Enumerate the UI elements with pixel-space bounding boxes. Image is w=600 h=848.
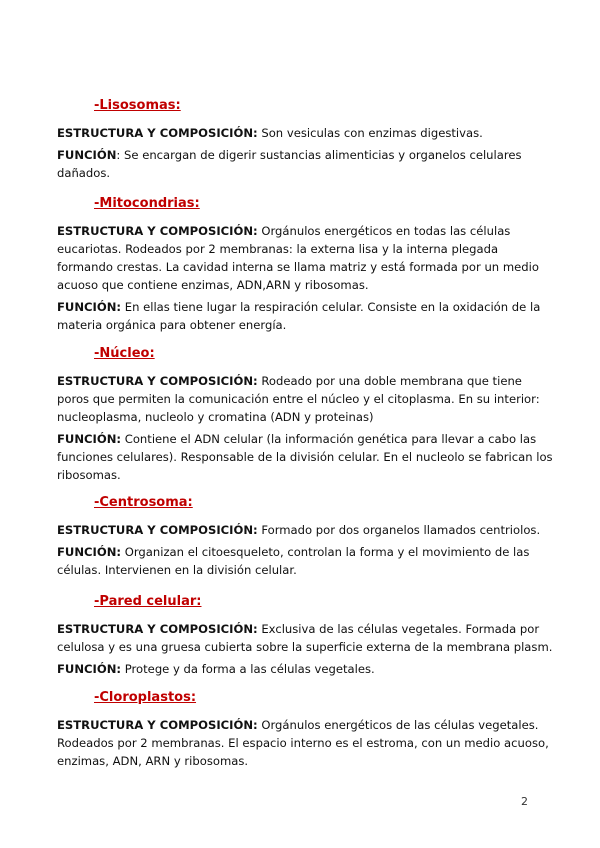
section-title: -Pared celular: xyxy=(94,594,202,609)
function-label: FUNCIÓN: xyxy=(57,545,122,559)
page-number: 2 xyxy=(521,795,528,808)
structure-paragraph xyxy=(57,521,557,539)
structure-text: Exclusiva de las células vegetales. Formada por celulosa y es una gruesa cubierta sobre la superficie externa de la membrana plasm. xyxy=(57,622,553,654)
structure-paragraph xyxy=(57,716,557,770)
structure-label: ESTRUCTURA Y COMPOSICIÓN: xyxy=(57,374,258,388)
function-paragraph xyxy=(57,146,557,182)
function-paragraph xyxy=(57,298,557,334)
section-centrosoma xyxy=(57,495,557,583)
function-paragraph xyxy=(57,660,557,678)
section-title: -Mitocondrias: xyxy=(94,196,200,211)
section-nucleo xyxy=(57,346,557,488)
function-text: En ellas tiene lugar la respiración celular. Consiste en la oxidación de la materia orgánica para obtener energía. xyxy=(57,300,541,332)
structure-label: ESTRUCTURA Y COMPOSICIÓN: xyxy=(57,718,258,732)
structure-label: ESTRUCTURA Y COMPOSICIÓN: xyxy=(57,224,258,238)
structure-paragraph xyxy=(57,620,557,656)
structure-text: Orgánulos energéticos de las células vegetales. Rodeados por 2 membranas. El espacio interno es el estroma, con un medio acuoso, enzimas, ADN, ARN y ribosomas. xyxy=(57,718,549,768)
function-text: Organizan el citoesqueleto, controlan la forma y el movimiento de las células. Intervienen en la división celular. xyxy=(57,545,530,577)
function-label: FUNCIÓN: xyxy=(57,662,122,676)
section-mitocondrias xyxy=(57,196,557,338)
structure-text: Rodeado por una doble membrana que tiene poros que permiten la comunicación entre el núcleo y el citoplasma. En su interior: nucleoplasma, nucleolo y cromatina (ADN y proteinas) xyxy=(57,374,540,424)
function-label: FUNCIÓN xyxy=(57,148,117,162)
structure-label: ESTRUCTURA Y COMPOSICIÓN: xyxy=(57,622,258,636)
section-cloroplastos xyxy=(57,690,557,774)
function-paragraph xyxy=(57,543,557,579)
structure-text: Formado por dos organelos llamados centriolos. xyxy=(257,523,541,537)
section-title: -Centrosoma: xyxy=(94,495,193,510)
structure-label: ESTRUCTURA Y COMPOSICIÓN: xyxy=(57,126,258,140)
structure-text: Orgánulos energéticos en todas las células eucariotas. Rodeados por 2 membranas: la externa lisa y la interna plegada formando crestas. La cavidad interna se llama matriz y está formada por un medio acuoso que contiene enzimas, ADN,ARN y ribosomas. xyxy=(57,224,539,292)
function-label: FUNCIÓN: xyxy=(57,432,122,446)
function-text: Protege y da forma a las células vegetales. xyxy=(121,662,375,676)
section-title: -Núcleo: xyxy=(94,346,155,361)
structure-label: ESTRUCTURA Y COMPOSICIÓN: xyxy=(57,523,258,537)
function-text: : Se encargan de digerir sustancias alimenticias y organelos celulares dañados. xyxy=(57,148,522,180)
section-pared-celular xyxy=(57,594,557,682)
function-paragraph xyxy=(57,430,557,484)
section-title: -Cloroplastos: xyxy=(94,690,197,705)
structure-paragraph xyxy=(57,222,557,294)
structure-paragraph xyxy=(57,372,557,426)
section-lisosomas xyxy=(57,98,557,186)
function-label: FUNCIÓN: xyxy=(57,300,122,314)
section-title: -Lisosomas: xyxy=(94,98,181,113)
structure-paragraph xyxy=(57,124,557,142)
structure-text: Son vesiculas con enzimas digestivas. xyxy=(257,126,483,140)
function-text: Contiene el ADN celular (la información genética para llevar a cabo las funciones celulares). Responsable de la división celular. En el nucleolo se fabrican los ribosomas. xyxy=(57,432,553,482)
